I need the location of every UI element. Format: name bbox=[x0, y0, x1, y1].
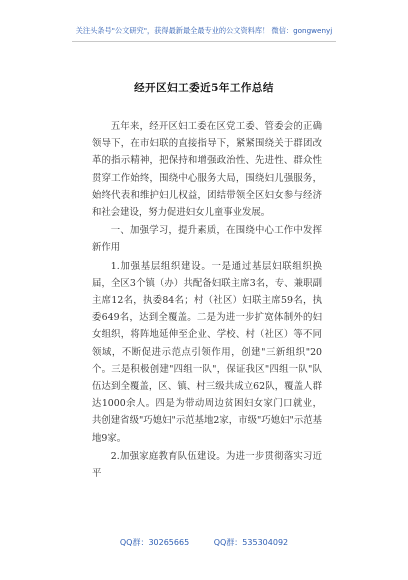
footer-qq-group-1: QQ群：30265665 bbox=[119, 538, 190, 547]
paragraph-item-1: 1.加强基层组织建设。一是通过基层妇联组织换届，全区3个镇（办）共配备妇联主席3名，专、兼职副主席12名，执委84名；村（社区）妇联主席59名，执委649名，达到全覆盖。二是为进一步扩宽体制外的妇女组织，将阵地延伸至企业、学校、村（社区）等不同领域，不断促进示范点引领作用，创建"三新组织"20个。三是积极创建"四组一队"，保证我区"四组一队"队伍达到全覆盖，区、镇、村三级共成立62队，覆盖人群达1000余人。四是为带动周边贫困妇女家门口就业，共创建省级"巧媳妇"示范基地2家，市级"巧媳妇"示范基地9家。 bbox=[92, 260, 322, 444]
paragraph-item-2: 2.加强家庭教育队伍建设。为进一步贯彻落实习近平 bbox=[92, 450, 322, 480]
document-title: 经开区妇工委近5年工作总结 bbox=[134, 82, 274, 94]
footer-qq-group-2: QQ群：535304092 bbox=[213, 538, 289, 547]
header-banner: 关注头条号"公文研究"，获得最新最全最专业的公文资料库！ 微信：gongwenyj bbox=[75, 26, 333, 35]
paragraph-section-heading: 一、加强学习，提升素质，在围绕中心工作中发挥新作用 bbox=[92, 225, 322, 254]
document-body bbox=[92, 118, 322, 482]
header-divider bbox=[72, 41, 336, 42]
footer-contact bbox=[0, 537, 408, 548]
paragraph-intro: 五年来，经开区妇工委在区党工委、管委会的正确领导下，在市妇联的直接指导下，紧紧围绕关于群团改革的指示精神，把保持和增强政治性、先进性、群众性贯穿工作始终，围绕中心服务大局，围绕妇儿强服务，始终代表和维护妇儿权益，团结带领全区妇女参与经济和社会建设，努力促进妇女儿童事业发展。 bbox=[92, 121, 322, 219]
